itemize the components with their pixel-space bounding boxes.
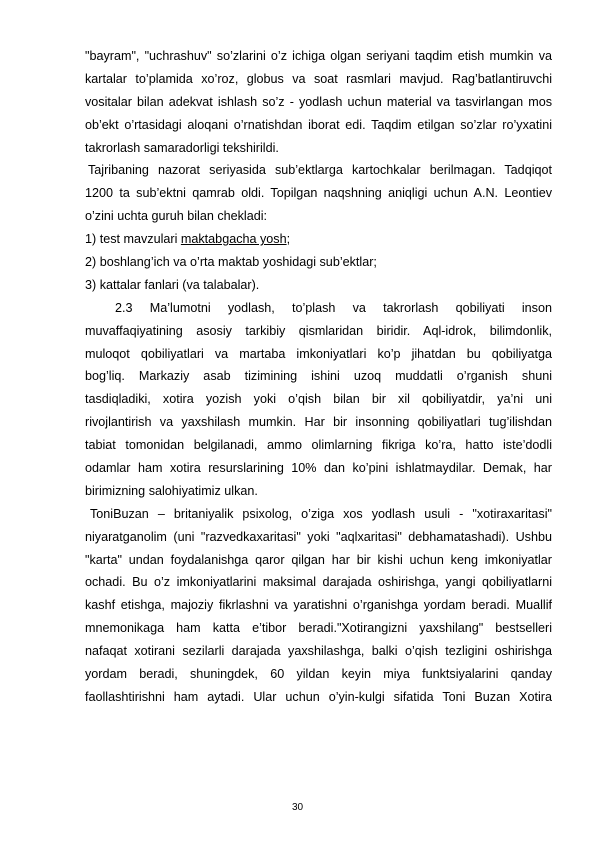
text-line: ToniBuzan – britaniyalik psixolog, o’ziga xos yodlash usuli - "xotiraxaritasi" xyxy=(90,506,552,521)
text-line: birimizning salohiyatimiz ulkan. xyxy=(85,483,258,498)
paragraph-1 xyxy=(85,45,552,159)
document-body xyxy=(85,45,552,709)
list-item-text: 1) test mavzulari xyxy=(85,232,181,247)
paragraph-4 xyxy=(85,503,552,709)
text-line: nafaqat xotirani sezilarli darajada yaxshilashga, balki o’qish tezligini oshirishga xyxy=(85,644,552,659)
text-line: 2.3 Ma’lumotni yodlash, to’plash va takrorlash qobiliyati inson xyxy=(115,300,552,315)
numbered-list xyxy=(85,228,552,297)
text-line: Tajribaning nazorat seriyasida sub’ektlarga kartochkalar berilmagan. Tadqiqot xyxy=(88,163,552,178)
text-line: "karta" undan foydalanishga qaror qilgan har bir kishi uchun keng imkoniyatlar xyxy=(85,552,552,567)
text-line: mnemonikaga ham katta e’tibor beradi."Xotirangizni yaxshilang" bestselleri xyxy=(85,621,552,636)
text-line: ob’ekt o’rtasidagi aloqani o’rnatishdan iborat edi. Taqdim etilgan so’zlar ro’yxatini xyxy=(85,117,552,132)
list-item: 2) boshlang’ich va o’rta maktab yoshidagi sub’ektlar; xyxy=(85,255,377,270)
text-line: ochadi. Bu o’z imkoniyatlarini maksimal darajada oshirishga, yangi qobiliyatlarni xyxy=(85,575,552,590)
paragraph-3 xyxy=(85,297,552,503)
text-line: bog’liq. Markaziy asab tizimining ishini uzoq muddatli o’rganish shuni xyxy=(85,369,552,384)
text-line: rivojlantirish va yaxshilash mumkin. Har bir insonning qobiliyatlari tug’ilishdan xyxy=(85,415,552,430)
list-item xyxy=(85,228,552,251)
text-line: faollashtirishni ham aytadi. Ular uchun o’yin-kulgi sifatida Toni Buzan Xotira xyxy=(85,689,552,704)
text-line: muvaffaqiyatining asosiy tarkibiy qismlaridan biridir. Aql-idrok, bilimdonlik, xyxy=(85,323,552,338)
maktabgacha-yosh-link[interactable]: maktabgacha yosh xyxy=(180,232,287,247)
text-line: muloqot qobiliyatlari va martaba imkoniyatlari ko’p jihatdan bu qobiliyatga xyxy=(85,346,552,361)
text-line: tasdiqladiki, xotira yozish yoki o’qish bilan bir xil qobiliyatdir, ya’ni uni xyxy=(85,392,552,407)
list-item: 3) kattalar fanlari (va talabalar). xyxy=(85,277,260,292)
text-line: kartalar to’plamida xo’roz, globus va soat rasmlari mavjud. Rag’batlantiruvchi xyxy=(85,71,552,86)
text-line: tabiat tomonidan belgilanadi, ammo olimlarning fikriga ko’ra, hatto iste’dodli xyxy=(85,438,552,453)
text-line: vositalar bilan adekvat ishlash so’z - yodlash uchun material va tasvirlangan mos xyxy=(85,94,552,109)
text-line: odamlar ham xotira resurslarining 10% dan ko’pini ishlatmaydilar. Demak, har xyxy=(85,461,552,476)
text-line: o’zini uchta guruh bilan chekladi: xyxy=(85,209,268,224)
list-item-punctuation: ; xyxy=(286,232,291,247)
text-line: takrorlash samaradorligi tekshirildi. xyxy=(85,140,279,155)
paragraph-2 xyxy=(85,159,552,228)
text-line: yordam beradi, shuningdek, 60 yildan keyin miya funktsiyalarini qanday xyxy=(85,667,552,682)
text-line: "bayram", "uchrashuv" so’zlarini o’z ichiga olgan seriyani taqdim etish mumkin va xyxy=(85,49,552,63)
text-line: 1200 ta sub’ektni qamrab oldi. Topilgan naqshning aniqligi uchun A.N. Leontiev xyxy=(85,186,552,201)
text-line: kashf etishga, majoziy fikrlashni va yaratishni o’rganishga yordam beradi. Muallif xyxy=(85,598,552,613)
text-line: niyaratganolim (uni "razvedkaxaritasi" yoki "aqlxaritasi" debhamatashadi). Ushbu xyxy=(85,529,552,544)
page-number: 30 xyxy=(291,802,304,813)
